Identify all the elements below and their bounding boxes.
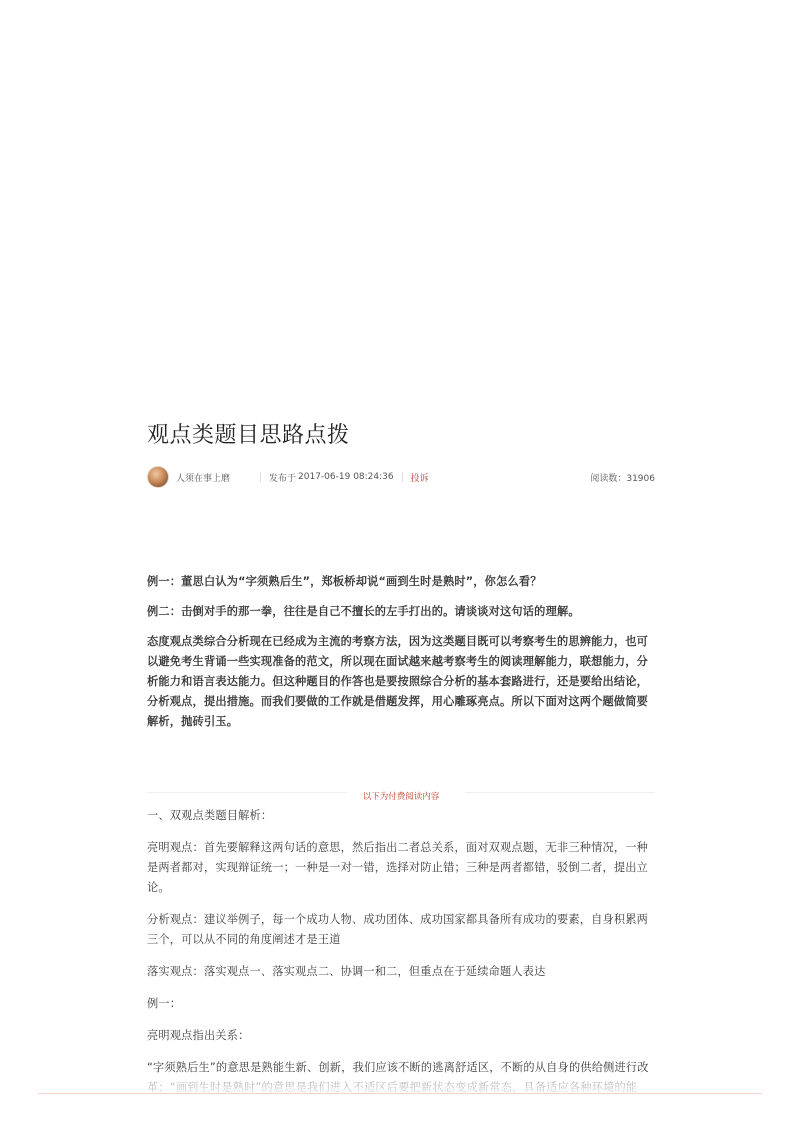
- report-link[interactable]: 投诉: [410, 473, 429, 484]
- meta-divider: [260, 472, 261, 482]
- body-paragraph: “字须熟后生”的意思是熟能生新、创新，我们应该不断的逃离舒适区，不断的从自身的供给侧进行改: [147, 1061, 649, 1074]
- paywall-divider: [147, 784, 655, 800]
- meta-divider: [402, 472, 403, 482]
- body-paragraph: 一、双观点类题目解析：: [147, 809, 273, 822]
- body-paragraph: 亮明观点指出关系：: [147, 1029, 250, 1042]
- intro-paragraph: 态度观点类综合分析现在已经成为主流的考察方法，因为这类题目既可以考察考生的思辨能力，也可以避免考生背诵一些实现准备的范文，所以现在面试越来越考察考生的阅读理解能力，联想能力，分析能力和语言表达能力。但这种题目的作答也是要按照综合分析的基本套路进行，还是要给出结论，分析观点，提出措施。而我们要做的工作就是借题发挥，用心雕琢亮点。所以下面对这两个题做简要解析，抛砖引玉。: [147, 635, 649, 728]
- body-paragraph: 分析观点：建议举例子，每一个成功人物、成功团体、成功国家都具备所有成功的要素，自身积累两三个，可以从不同的角度阐述才是王道: [147, 913, 649, 946]
- article-meta: [147, 464, 655, 490]
- content-fade: [0, 1080, 800, 1132]
- body-paragraph: 例一：: [147, 997, 182, 1010]
- divider-line: [465, 792, 655, 793]
- body-paragraph: 落实观点：落实观点一、落实观点二、协调一和二，但重点在于延续命题人表达: [147, 965, 546, 978]
- read-count: 阅读数：31906: [590, 473, 655, 484]
- published-time: 2017-06-19 08:24:36: [298, 472, 394, 482]
- article-title: 观点类题目思路点拨: [147, 423, 350, 448]
- article: [147, 420, 655, 1130]
- paywall-label: 以下为付费阅读内容: [355, 789, 448, 805]
- article-body: [147, 806, 655, 1118]
- intro-paragraph: 例一：董思白认为“字须熟后生”，郑板桥却说“画到生时是熟时”，你怎么看？: [147, 575, 542, 588]
- page-bottom-rule: [38, 1093, 762, 1094]
- body-paragraph: 亮明观点：首先要解释这两句话的意思，然后指出二者总关系，面对双观点题，无非三种情况，一种是两者都对，实现辩证统一；一种是一对一错，选择对防止错；三种是两者都错，驳倒二者，提出立论。: [147, 841, 649, 894]
- article-intro: [147, 572, 655, 732]
- divider-line: [147, 792, 347, 793]
- published-label: 发布于: [269, 473, 297, 484]
- author-name[interactable]: 人须在事上磨: [176, 473, 231, 484]
- intro-paragraph: 例二：击倒对手的那一拳，往往是自己不擅长的左手打出的。请谈谈对这句话的理解。: [147, 605, 580, 618]
- avatar[interactable]: [147, 466, 169, 488]
